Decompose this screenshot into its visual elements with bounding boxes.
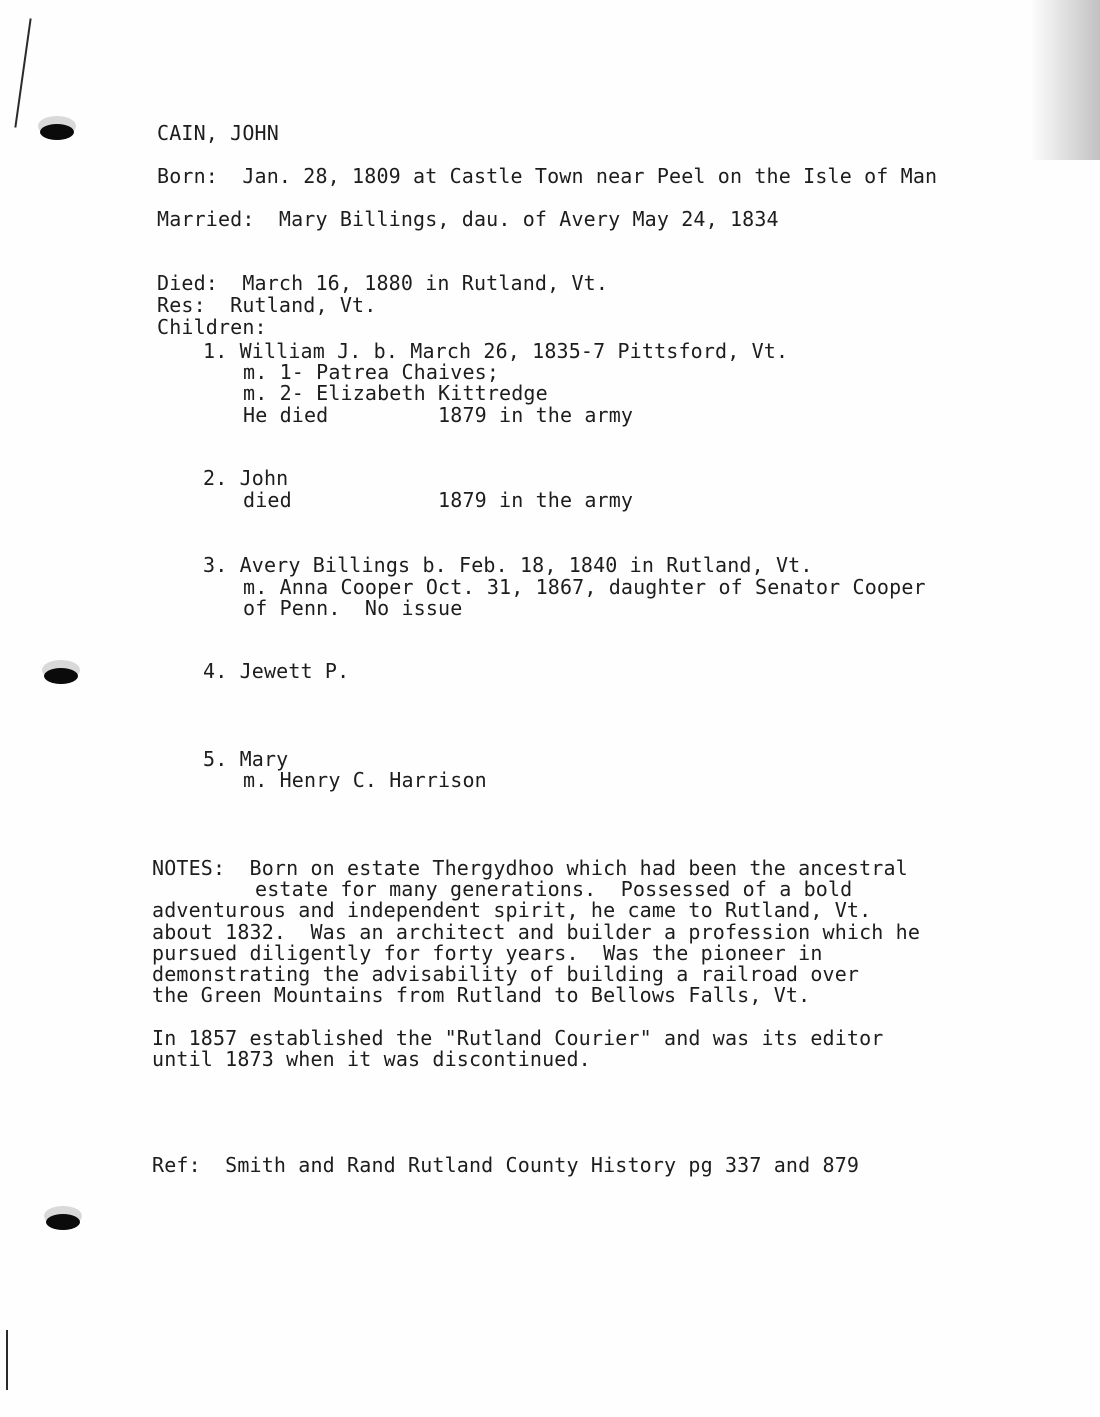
notes-line-2: estate for many generations. Possessed of a bold xyxy=(255,877,853,901)
courier-line-1: In 1857 established the "Rutland Courier" and was its editor xyxy=(152,1026,884,1050)
child-3-line-2: m. Anna Cooper Oct. 31, 1867, daughter of Senator Cooper xyxy=(243,575,926,599)
punch-hole-top xyxy=(40,124,74,140)
reference-line: Ref: Smith and Rand Rutland County History pg 337 and 879 xyxy=(152,1153,860,1177)
notes-line-3: adventurous and independent spirit, he came to Rutland, Vt. xyxy=(152,898,872,922)
child-2-line-1: 2. John xyxy=(203,466,289,490)
child-1-line-2: m. 1- Patrea Chaives; xyxy=(243,360,500,384)
notes-line-1: NOTES: Born on estate Thergydhoo which had been the ancestral xyxy=(152,856,908,880)
child-2-line-2: died 1879 in the army xyxy=(243,488,634,512)
child-1-line-3: m. 2- Elizabeth Kittredge xyxy=(243,381,548,405)
child-3-line-1: 3. Avery Billings b. Feb. 18, 1840 in Rutland, Vt. xyxy=(203,553,813,577)
residence-line: Res: Rutland, Vt. xyxy=(157,293,377,317)
scan-shadow xyxy=(1030,0,1100,160)
notes-line-5: pursued diligently for forty years. Was the pioneer in xyxy=(152,941,823,965)
child-5-line-2: m. Henry C. Harrison xyxy=(243,768,487,792)
margin-edge-mark xyxy=(6,1330,8,1390)
margin-pen-mark xyxy=(14,18,31,127)
notes-line-6: demonstrating the advisability of building a railroad over xyxy=(152,962,860,986)
record-name: CAIN, JOHN xyxy=(157,121,279,145)
born-line: Born: Jan. 28, 1809 at Castle Town near Peel on the Isle of Man xyxy=(157,164,938,188)
notes-line-7: the Green Mountains from Rutland to Bellows Falls, Vt. xyxy=(152,983,811,1007)
child-4-line-1: 4. Jewett P. xyxy=(203,659,350,683)
died-line: Died: March 16, 1880 in Rutland, Vt. xyxy=(157,271,609,295)
child-3-line-3: of Penn. No issue xyxy=(243,596,463,620)
child-1-line-4: He died 1879 in the army xyxy=(243,403,634,427)
child-5-line-1: 5. Mary xyxy=(203,747,289,771)
children-label: Children: xyxy=(157,315,267,339)
punch-hole-bottom xyxy=(46,1214,80,1230)
punch-hole-middle xyxy=(44,668,78,684)
notes-line-4: about 1832. Was an architect and builder a profession which he xyxy=(152,920,921,944)
married-line: Married: Mary Billings, dau. of Avery May 24, 1834 xyxy=(157,207,779,231)
child-1-line-1: 1. William J. b. March 26, 1835-7 Pittsford, Vt. xyxy=(203,339,789,363)
courier-line-2: until 1873 when it was discontinued. xyxy=(152,1047,591,1071)
